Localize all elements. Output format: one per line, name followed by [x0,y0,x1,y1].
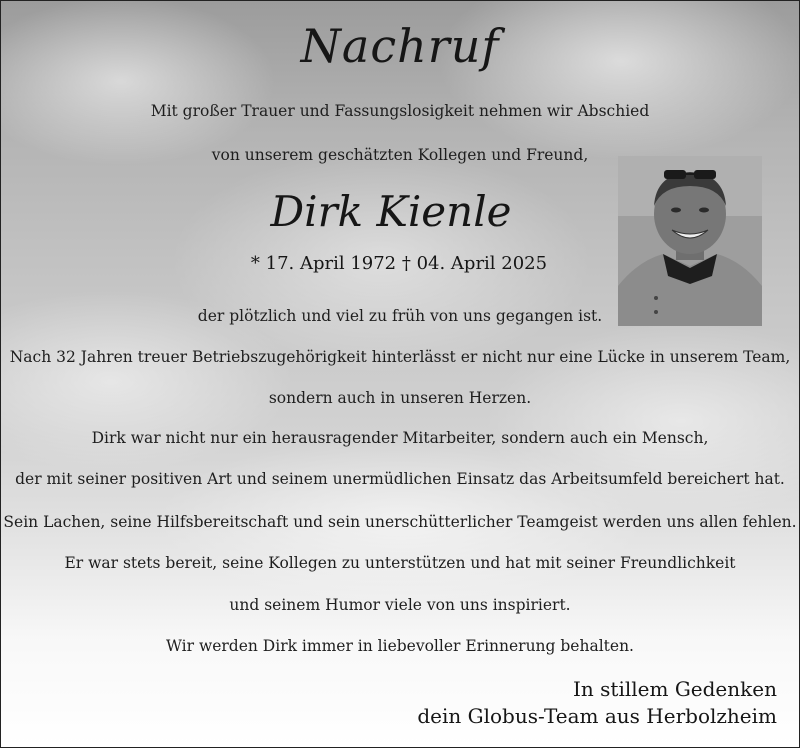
life-dates: * 17. April 1972 † 04. April 2025 [250,253,548,274]
body-line-9: Wir werden Dirk immer in liebevoller Erinnerung behalten. [166,637,634,655]
body-line-3: sondern auch in unseren Herzen. [268,389,532,407]
body-line-5: der mit seiner positiven Art und seinem unermüdlichen Einsatz das Arbeitsumfeld bereichert hat. [15,470,785,488]
body-line-6: Sein Lachen, seine Hilfsbereitschaft und sein unerschütterlicher Teamgeist werden uns allen fehlen. [3,513,797,531]
body-line-4: Dirk war nicht nur ein herausragender Mitarbeiter, sondern auch ein Mensch, [91,429,709,447]
deceased-name: Dirk Kienle [270,187,512,236]
body-line-8: und seinem Humor viele von uns inspiriert. [229,596,571,614]
intro-line-1: Mit großer Trauer und Fassungslosigkeit nehmen wir Abschied [150,102,650,120]
body-line-1: der plötzlich und viel zu früh von uns gegangen ist. [197,307,603,325]
portrait-photo [618,156,762,326]
closing-line-2: dein Globus-Team aus Herbolzheim [417,704,777,728]
intro-line-2: von unserem geschätzten Kollegen und Freund, [211,146,589,164]
closing-line-1: In stillem Gedenken [573,677,777,701]
body-line-7: Er war stets bereit, seine Kollegen zu unterstützen und hat mit seiner Freundlichkeit [64,554,736,572]
body-line-2: Nach 32 Jahren treuer Betriebszugehörigkeit hinterlässt er nicht nur eine Lücke in unserem Team, [9,348,791,366]
notice-title: Nachruf [300,19,500,73]
